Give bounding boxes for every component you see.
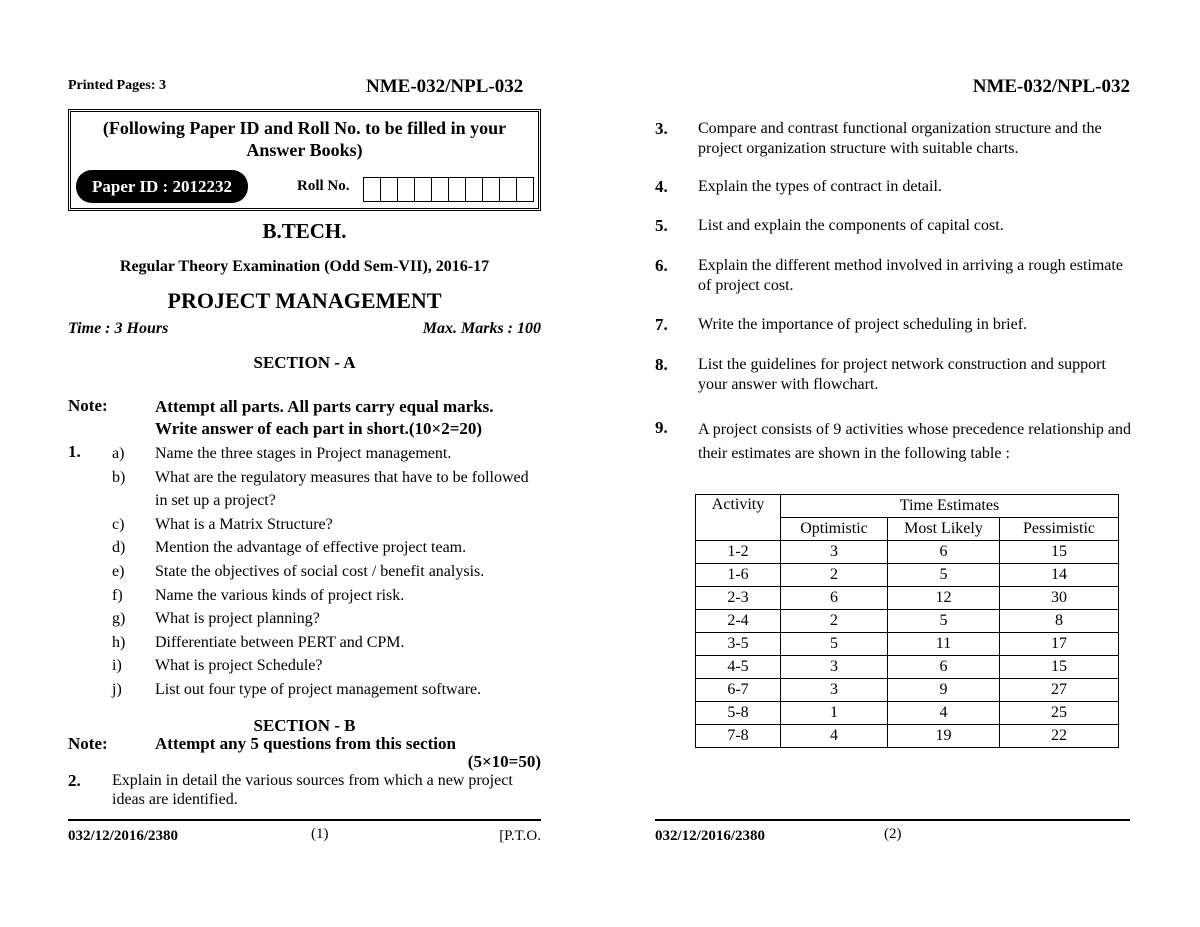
part-letter: e): [112, 562, 125, 580]
roll-digit-box: [465, 177, 482, 202]
activity-cell: 2-3: [696, 587, 781, 610]
roll-digit-box: [482, 177, 499, 202]
table-row: [696, 702, 1119, 725]
footer-page-number: (1): [311, 826, 329, 842]
list-item: [112, 584, 542, 608]
roll-digit-box: [414, 177, 431, 202]
question-number: 8.: [655, 355, 668, 374]
section-b-note: Attempt any 5 questions from this section: [155, 734, 456, 753]
footer-code: 032/12/2016/2380: [68, 828, 179, 844]
optimistic-cell: 3: [781, 541, 888, 564]
question-text: List the guidelines for project network construction and support your answer with flowchart.: [698, 356, 1106, 393]
section-b-marks: (5×10=50): [467, 752, 541, 771]
activity-cell: 5-8: [696, 702, 781, 725]
question-2-text: Explain in detail the various sources from which a new project ideas are identified.: [112, 772, 513, 808]
roll-digit-box: [431, 177, 448, 202]
activity-cell: 6-7: [696, 679, 781, 702]
most-likely-cell: 5: [888, 610, 1000, 633]
instruction-line-2: Answer Books): [246, 140, 363, 160]
section-a-heading: SECTION - A: [253, 353, 356, 372]
question-number: 4.: [655, 177, 668, 196]
activity-cell: 2-4: [696, 610, 781, 633]
activity-cell: 4-5: [696, 656, 781, 679]
most-likely-cell: 12: [888, 587, 1000, 610]
header-most-likely: Most Likely: [888, 518, 1000, 541]
subject-title: PROJECT MANAGEMENT: [167, 288, 442, 313]
most-likely-cell: 5: [888, 564, 1000, 587]
question-9-text: A project consists of 9 activities whose precedence relationship and their estimates are shown in the following table :: [698, 421, 1131, 462]
part-letter: g): [112, 610, 126, 628]
list-item: [112, 513, 542, 537]
table-row: [696, 725, 1119, 748]
list-item: [112, 536, 542, 560]
part-text: Differentiate between PERT and CPM.: [155, 633, 405, 651]
note-line-1: Attempt all parts. All parts carry equal marks.: [155, 397, 494, 416]
paper-id-box: [68, 109, 541, 211]
question-2-number: 2.: [68, 771, 81, 790]
list-item: [112, 560, 542, 584]
table-row: [696, 610, 1119, 633]
part-text: List out four type of project management software.: [155, 680, 482, 698]
activity-cell: 3-5: [696, 633, 781, 656]
paper-code: NME-032/NPL-032: [366, 76, 524, 97]
id-box-instruction: [71, 117, 538, 161]
list-item: [112, 442, 542, 466]
section-a-note-label: Note:: [68, 396, 108, 415]
part-text: What is project planning?: [155, 610, 320, 628]
table-row: [696, 633, 1119, 656]
question-number: 7.: [655, 315, 668, 334]
question-text: Explain the types of contract in detail.: [698, 178, 942, 195]
table-row: [696, 656, 1119, 679]
table-row: [696, 541, 1119, 564]
list-item: [112, 654, 542, 678]
optimistic-cell: 6: [781, 587, 888, 610]
footer-divider: [68, 819, 541, 821]
table-header-row: [696, 495, 1119, 518]
activity-cell: 7-8: [696, 725, 781, 748]
most-likely-cell: 19: [888, 725, 1000, 748]
pessimistic-cell: 8: [1000, 610, 1119, 633]
most-likely-cell: 6: [888, 541, 1000, 564]
part-letter: c): [112, 515, 125, 533]
footer-divider: [655, 819, 1130, 821]
part-text: Name the various kinds of project risk.: [155, 586, 405, 604]
part-text: What is a Matrix Structure?: [155, 515, 333, 533]
optimistic-cell: 4: [781, 725, 888, 748]
table-row: [696, 587, 1119, 610]
roll-digit-box: [448, 177, 465, 202]
list-item: [112, 466, 542, 513]
activity-cell: 1-2: [696, 541, 781, 564]
question-text: Write the importance of project scheduling in brief.: [698, 316, 1028, 333]
roll-digit-box: [499, 177, 516, 202]
question-9-number: 9.: [655, 418, 668, 437]
optimistic-cell: 3: [781, 656, 888, 679]
part-text: State the objectives of social cost / benefit analysis.: [155, 562, 485, 580]
note-line-2: Write answer of each part in short.(10×2=20): [155, 419, 483, 438]
optimistic-cell: 5: [781, 633, 888, 656]
roll-digit-box: [397, 177, 414, 202]
header-optimistic: Optimistic: [781, 518, 888, 541]
pessimistic-cell: 22: [1000, 725, 1119, 748]
list-item: [112, 631, 542, 655]
max-marks: Max. Marks : 100: [422, 320, 541, 337]
part-text: Mention the advantage of effective project team.: [155, 539, 467, 557]
roll-digit-box: [516, 177, 534, 202]
section-b-note-label: Note:: [68, 734, 108, 753]
part-letter: j): [112, 680, 122, 698]
pessimistic-cell: 15: [1000, 656, 1119, 679]
part-text: What are the regulatory measures that have to be followed in set up a project?: [155, 468, 529, 510]
footer-page-number: (2): [884, 826, 902, 842]
printed-pages: Printed Pages: 3: [68, 78, 166, 93]
header-time-estimates: Time Estimates: [781, 495, 1119, 518]
pessimistic-cell: 30: [1000, 587, 1119, 610]
part-letter: f): [112, 586, 123, 604]
question-number: 5.: [655, 216, 668, 235]
pessimistic-cell: 27: [1000, 679, 1119, 702]
pessimistic-cell: 15: [1000, 541, 1119, 564]
question-number: 3.: [655, 119, 668, 138]
header-activity: Activity: [696, 495, 781, 541]
part-letter: d): [112, 539, 126, 557]
paper-code: NME-032/NPL-032: [972, 76, 1130, 97]
most-likely-cell: 4: [888, 702, 1000, 725]
question-1-parts: [112, 442, 542, 702]
optimistic-cell: 2: [781, 610, 888, 633]
question-number: 6.: [655, 256, 668, 275]
roll-number-label: Roll No.: [297, 178, 350, 194]
part-text: Name the three stages in Project management.: [155, 445, 452, 462]
pessimistic-cell: 14: [1000, 564, 1119, 587]
part-letter: h): [112, 633, 126, 651]
roll-number-boxes: [363, 177, 534, 202]
roll-digit-box: [363, 177, 380, 202]
question-text: List and explain the components of capital cost.: [698, 217, 1004, 234]
most-likely-cell: 6: [888, 656, 1000, 679]
section-a-note: [155, 396, 541, 440]
most-likely-cell: 9: [888, 679, 1000, 702]
part-letter: i): [112, 657, 122, 675]
optimistic-cell: 2: [781, 564, 888, 587]
table-row: [696, 564, 1119, 587]
pessimistic-cell: 17: [1000, 633, 1119, 656]
time-allowed: Time : 3 Hours: [68, 320, 169, 337]
footer-pto: [P.T.O.: [499, 828, 541, 844]
roll-digit-box: [380, 177, 397, 202]
list-item: [112, 678, 542, 702]
degree-title: B.TECH.: [262, 219, 347, 243]
pessimistic-cell: 25: [1000, 702, 1119, 725]
question-text: Compare and contrast functional organization structure and the project organization structure with suitable charts.: [698, 120, 1102, 157]
optimistic-cell: 3: [781, 679, 888, 702]
section-b-heading: SECTION - B: [253, 716, 356, 735]
header-pessimistic: Pessimistic: [1000, 518, 1119, 541]
question-1-number: 1.: [68, 442, 81, 461]
paper-id-badge: Paper ID : 2012232: [76, 170, 248, 203]
instruction-line-1: (Following Paper ID and Roll No. to be filled in your: [102, 118, 507, 138]
part-letter: a): [112, 445, 125, 462]
question-text: Explain the different method involved in arriving a rough estimate of project cost.: [698, 257, 1123, 294]
most-likely-cell: 11: [888, 633, 1000, 656]
part-letter: b): [112, 468, 126, 486]
exam-title: Regular Theory Examination (Odd Sem-VII), 2016-17: [119, 258, 490, 275]
table-row: [696, 679, 1119, 702]
list-item: [112, 607, 542, 631]
optimistic-cell: 1: [781, 702, 888, 725]
activity-cell: 1-6: [696, 564, 781, 587]
footer-code: 032/12/2016/2380: [655, 828, 766, 844]
part-text: What is project Schedule?: [155, 657, 323, 675]
time-estimates-table: [695, 494, 1119, 748]
